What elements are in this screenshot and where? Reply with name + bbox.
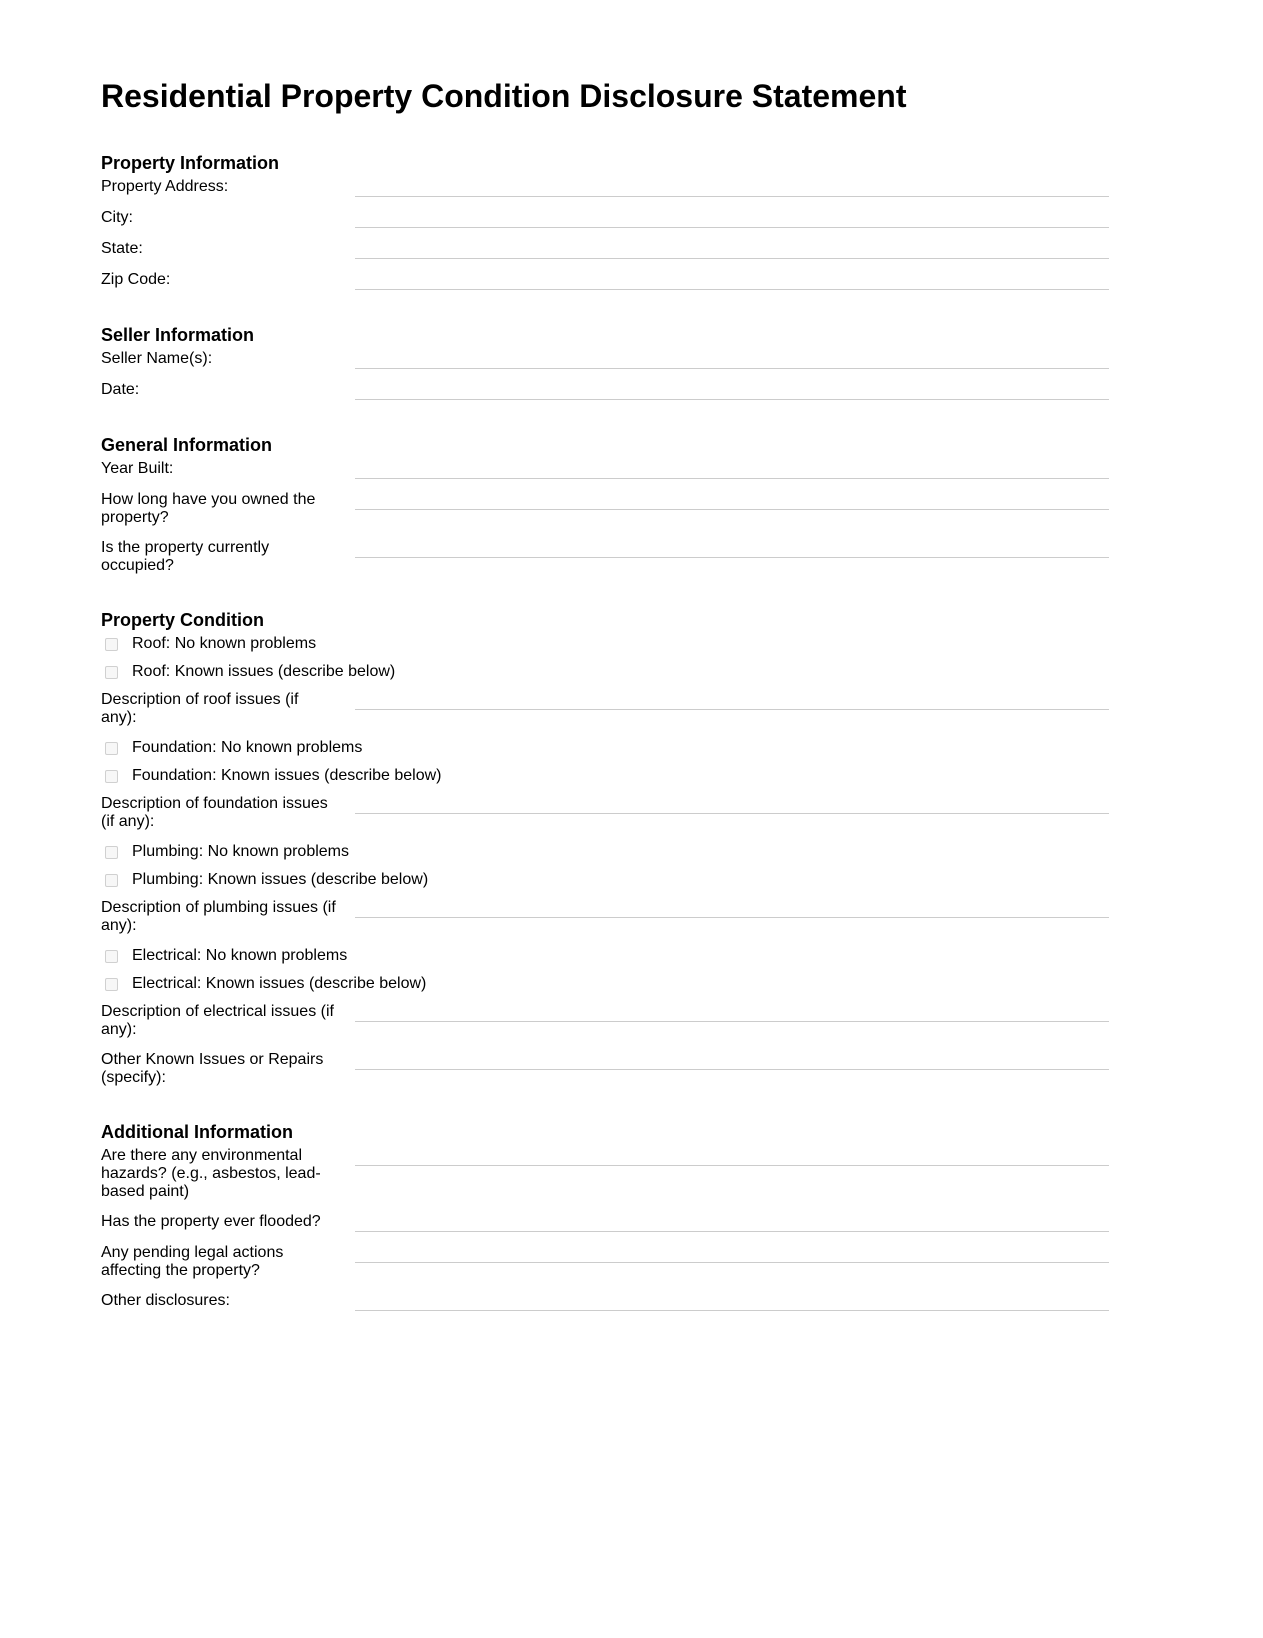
checkbox[interactable] bbox=[105, 874, 118, 887]
checkbox[interactable] bbox=[105, 950, 118, 963]
plumbing-no-problems-option[interactable]: Plumbing: No known problems bbox=[101, 843, 1109, 861]
field-label: Zip Code: bbox=[101, 271, 171, 288]
electrical-description-input[interactable] bbox=[355, 1003, 1109, 1022]
foundation-description-input[interactable] bbox=[355, 795, 1109, 814]
section-additional-information bbox=[101, 1121, 1109, 1311]
field-label: State: bbox=[101, 240, 143, 257]
field-label: Description of roof issues (if any): bbox=[101, 691, 299, 726]
environmental-hazards-input[interactable] bbox=[355, 1147, 1109, 1166]
field-label: Is the property currently occupied? bbox=[101, 539, 270, 574]
field-label: Other Known Issues or Repairs (specify): bbox=[101, 1051, 324, 1086]
field-label: Property Address: bbox=[101, 178, 229, 195]
checkbox[interactable] bbox=[105, 666, 118, 679]
roof-no-problems-option[interactable]: Roof: No known problems bbox=[101, 635, 1109, 653]
electrical-no-problems-option[interactable]: Electrical: No known problems bbox=[101, 947, 1109, 965]
field-label: Description of plumbing issues (if any): bbox=[101, 899, 336, 934]
field-label: Other disclosures: bbox=[101, 1292, 230, 1309]
city-input[interactable] bbox=[355, 209, 1109, 228]
section-property-information bbox=[101, 152, 1109, 290]
year-built-input[interactable] bbox=[355, 460, 1109, 479]
foundation-no-problems-option[interactable]: Foundation: No known problems bbox=[101, 739, 1109, 757]
field-label: How long have you owned the property? bbox=[101, 491, 316, 526]
foundation-known-issues-option[interactable]: Foundation: Known issues (describe below) bbox=[101, 767, 1109, 785]
roof-description-input[interactable] bbox=[355, 691, 1109, 710]
section-heading: Seller Information bbox=[101, 325, 255, 345]
field-label: Any pending legal actions affecting the property? bbox=[101, 1244, 284, 1279]
field-label: Has the property ever flooded? bbox=[101, 1213, 321, 1230]
seller-names-input[interactable] bbox=[355, 350, 1109, 369]
field-label: Description of foundation issues (if any): bbox=[101, 795, 328, 830]
flooded-input[interactable] bbox=[355, 1213, 1109, 1232]
plumbing-known-issues-option[interactable]: Plumbing: Known issues (describe below) bbox=[101, 871, 1109, 889]
field-label: Date: bbox=[101, 381, 140, 398]
other-issues-input[interactable] bbox=[355, 1051, 1109, 1070]
legal-actions-input[interactable] bbox=[355, 1244, 1109, 1263]
section-general-information bbox=[101, 434, 1109, 575]
section-heading: Property Condition bbox=[101, 610, 264, 630]
checkbox[interactable] bbox=[105, 638, 118, 651]
date-input[interactable] bbox=[355, 381, 1109, 400]
field-label: Seller Name(s): bbox=[101, 350, 213, 367]
checkbox[interactable] bbox=[105, 978, 118, 991]
ownership-duration-input[interactable] bbox=[355, 491, 1109, 510]
electrical-known-issues-option[interactable]: Electrical: Known issues (describe below) bbox=[101, 975, 1109, 993]
section-property-condition bbox=[101, 609, 1109, 1087]
section-heading: Additional Information bbox=[101, 1122, 293, 1142]
disclosure-form bbox=[101, 76, 1109, 1345]
occupied-input[interactable] bbox=[355, 539, 1109, 558]
section-heading: General Information bbox=[101, 435, 273, 455]
field-label: Are there any environmental hazards? (e.g., asbestos, lead-based paint) bbox=[101, 1147, 321, 1200]
zip-code-input[interactable] bbox=[355, 271, 1109, 290]
checkbox[interactable] bbox=[105, 742, 118, 755]
field-label: City: bbox=[101, 209, 133, 226]
section-heading: Property Information bbox=[101, 153, 280, 173]
state-input[interactable] bbox=[355, 240, 1109, 259]
other-disclosures-input[interactable] bbox=[355, 1292, 1109, 1311]
property-address-input[interactable] bbox=[355, 178, 1109, 197]
field-label: Year Built: bbox=[101, 460, 174, 477]
roof-known-issues-option[interactable]: Roof: Known issues (describe below) bbox=[101, 663, 1109, 681]
page-title: Residential Property Condition Disclosure Statement bbox=[101, 78, 907, 114]
field-label: Description of electrical issues (if any): bbox=[101, 1003, 334, 1038]
checkbox[interactable] bbox=[105, 846, 118, 859]
section-seller-information bbox=[101, 324, 1109, 400]
checkbox[interactable] bbox=[105, 770, 118, 783]
plumbing-description-input[interactable] bbox=[355, 899, 1109, 918]
